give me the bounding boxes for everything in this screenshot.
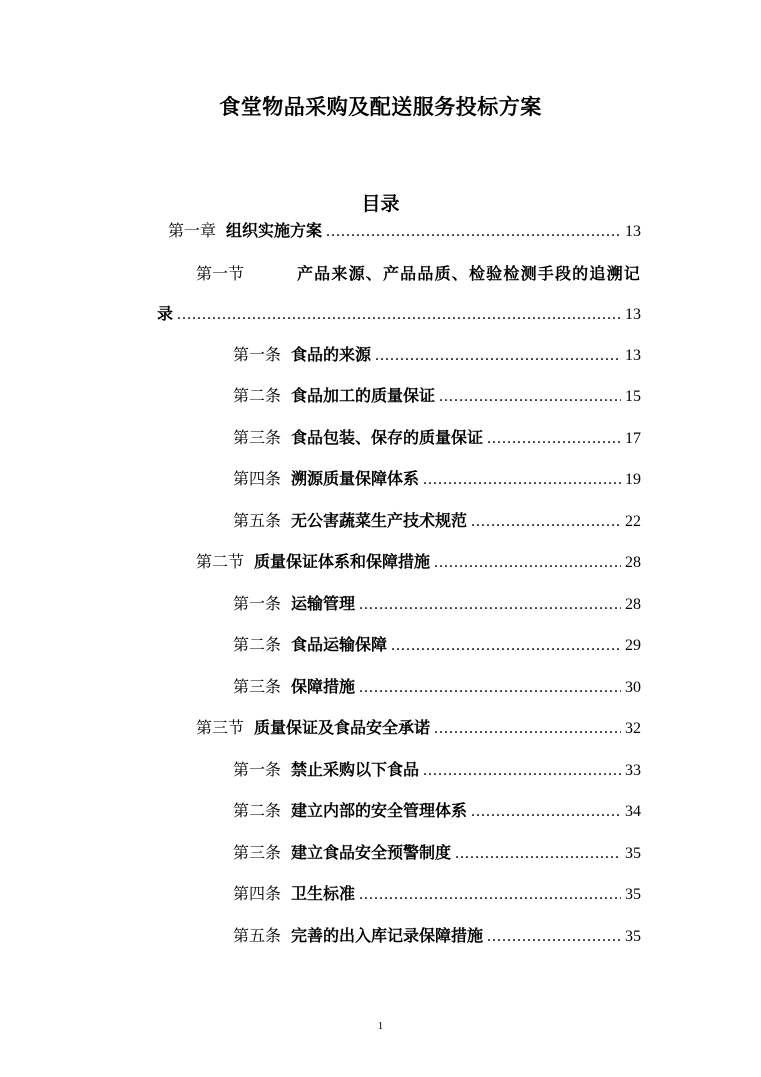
toc-entry-title: 质量保证及食品安全承诺 bbox=[254, 718, 431, 737]
toc-leader-dots bbox=[471, 800, 621, 824]
toc-leader-dots bbox=[177, 303, 621, 327]
toc-entry-number: 第三节 bbox=[196, 718, 245, 737]
toc-entry-title: 禁止采购以下食品 bbox=[291, 760, 420, 779]
toc-entry-page: 33 bbox=[625, 762, 641, 779]
toc-leader-dots bbox=[471, 510, 621, 534]
toc-leader-dots bbox=[326, 220, 621, 244]
toc-entry-number: 第二节 bbox=[196, 552, 245, 571]
toc-entry-s3-item-2[interactable] bbox=[233, 799, 641, 823]
toc-entry-number: 第二条 bbox=[233, 801, 282, 820]
toc-leader-dots bbox=[359, 883, 621, 907]
toc-entry-s1-item-5[interactable] bbox=[233, 509, 641, 533]
toc-leader-dots bbox=[359, 676, 621, 700]
toc-entry-page: 28 bbox=[625, 596, 641, 613]
toc-entry-title: 保障措施 bbox=[291, 677, 356, 696]
toc-entry-page: 30 bbox=[625, 679, 641, 696]
toc-entry-page: 19 bbox=[625, 471, 641, 488]
toc-leader-dots bbox=[391, 634, 621, 658]
toc-entry-page: 13 bbox=[625, 347, 641, 364]
toc-entry-title: 食品包装、保存的质量保证 bbox=[291, 428, 484, 447]
toc-entry-section-1-line1[interactable] bbox=[196, 261, 641, 287]
toc-entry-number: 第二条 bbox=[233, 635, 282, 654]
toc-entry-title: 卫生标准 bbox=[291, 884, 356, 903]
toc-entry-title: 建立食品安全预警制度 bbox=[291, 843, 452, 862]
toc-entry-page: 29 bbox=[625, 637, 641, 654]
toc-entry-number: 第三条 bbox=[233, 428, 282, 447]
toc-entry-number: 第一条 bbox=[233, 594, 282, 613]
toc-entry-section-3[interactable] bbox=[196, 716, 641, 740]
toc-entry-number: 第四条 bbox=[233, 884, 282, 903]
toc-entry-s3-item-5[interactable] bbox=[233, 924, 641, 948]
toc-entry-s3-item-3[interactable] bbox=[233, 841, 641, 865]
toc-entry-title: 溯源质量保障体系 bbox=[291, 469, 420, 488]
toc-entry-page: 28 bbox=[625, 554, 641, 571]
toc-entry-number: 第一节 bbox=[196, 264, 245, 283]
toc-entry-title-continued: 录 bbox=[157, 304, 174, 323]
toc-entry-title: 建立内部的安全管理体系 bbox=[291, 801, 468, 820]
toc-entry-chapter-1[interactable] bbox=[168, 219, 641, 243]
toc-entry-title: 产品来源、产品品质、检验检测手段的追溯记 bbox=[296, 264, 641, 283]
toc-entry-title: 食品运输保障 bbox=[291, 635, 388, 654]
toc-entry-title: 质量保证体系和保障措施 bbox=[254, 552, 431, 571]
toc-entry-page: 35 bbox=[625, 886, 641, 903]
toc-entry-title: 组织实施方案 bbox=[226, 221, 323, 240]
toc-entry-number: 第二条 bbox=[233, 386, 282, 405]
toc-leader-dots bbox=[423, 759, 621, 783]
toc-entry-number: 第三条 bbox=[233, 843, 282, 862]
toc-entry-page: 32 bbox=[625, 720, 641, 737]
toc-entry-number: 第五条 bbox=[233, 926, 282, 945]
toc-entry-page: 22 bbox=[625, 513, 641, 530]
toc-heading: 目录 bbox=[361, 193, 400, 215]
toc-entry-s3-item-4[interactable] bbox=[233, 882, 641, 906]
toc-entry-number: 第一章 bbox=[168, 221, 217, 240]
toc-entry-page: 13 bbox=[625, 223, 641, 240]
toc-entry-title: 无公害蔬菜生产技术规范 bbox=[291, 511, 468, 530]
toc-leader-dots bbox=[423, 468, 621, 492]
toc-entry-page: 17 bbox=[625, 430, 641, 447]
toc-entry-page: 15 bbox=[625, 388, 641, 405]
toc-entry-number: 第一条 bbox=[233, 345, 282, 364]
toc-entry-s2-item-2[interactable] bbox=[233, 633, 641, 657]
toc-leader-dots bbox=[434, 717, 621, 741]
toc-entry-section-1-line2[interactable] bbox=[157, 302, 641, 326]
toc-leader-dots bbox=[455, 842, 621, 866]
toc-entry-s1-item-3[interactable] bbox=[233, 426, 641, 450]
toc-entry-s2-item-3[interactable] bbox=[233, 675, 641, 699]
toc-leader-dots bbox=[487, 427, 621, 451]
toc-entry-number: 第三条 bbox=[233, 677, 282, 696]
toc-leader-dots bbox=[359, 593, 621, 617]
toc-leader-dots bbox=[375, 344, 621, 368]
toc-entry-s2-item-1[interactable] bbox=[233, 592, 641, 616]
toc-entry-number: 第五条 bbox=[233, 511, 282, 530]
toc-entry-number: 第一条 bbox=[233, 760, 282, 779]
toc-entry-page: 35 bbox=[625, 928, 641, 945]
toc-leader-dots bbox=[434, 551, 621, 575]
toc-entry-title: 完善的出入库记录保障措施 bbox=[291, 926, 484, 945]
toc-entry-title: 食品的来源 bbox=[291, 345, 372, 364]
page-number: 1 bbox=[377, 1020, 384, 1032]
toc-entry-page: 13 bbox=[625, 306, 641, 323]
toc-entry-number: 第四条 bbox=[233, 469, 282, 488]
toc-entry-title: 食品加工的质量保证 bbox=[291, 386, 436, 405]
toc-entry-page: 34 bbox=[625, 803, 641, 820]
toc-entry-title: 运输管理 bbox=[291, 594, 356, 613]
toc-entry-s1-item-2[interactable] bbox=[233, 384, 641, 408]
toc-entry-section-2[interactable] bbox=[196, 550, 641, 574]
toc-entry-s1-item-1[interactable] bbox=[233, 343, 641, 367]
toc-entry-page: 35 bbox=[625, 845, 641, 862]
toc-leader-dots bbox=[439, 385, 621, 409]
toc-entry-s1-item-4[interactable] bbox=[233, 467, 641, 491]
toc-leader-dots bbox=[487, 925, 621, 949]
toc-entry-s3-item-1[interactable] bbox=[233, 758, 641, 782]
document-title: 食堂物品采购及配送服务投标方案 bbox=[219, 95, 542, 119]
